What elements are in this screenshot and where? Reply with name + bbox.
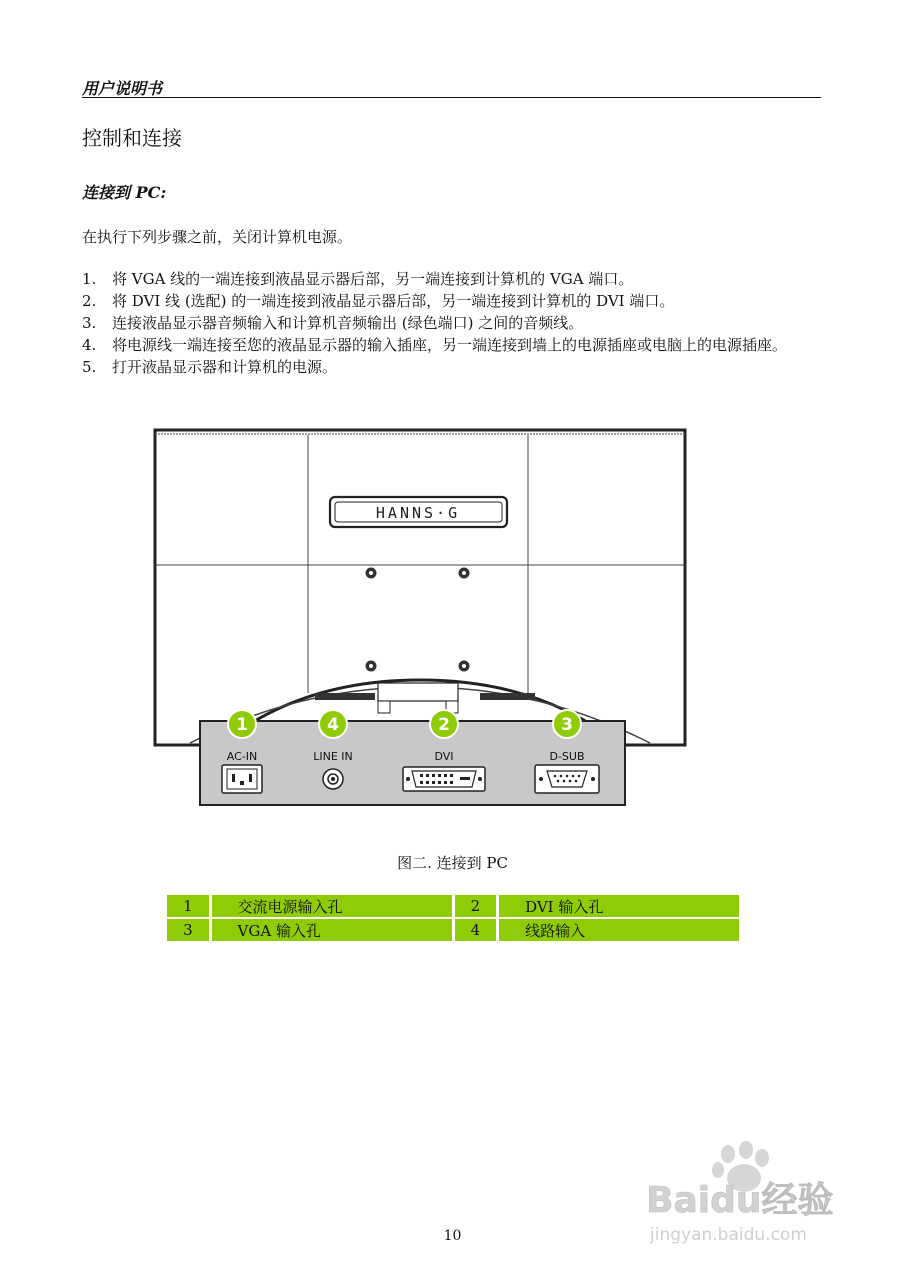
header-rule bbox=[82, 97, 821, 98]
table-row bbox=[167, 895, 739, 917]
port-label-d-sub: D-SUB bbox=[549, 750, 585, 763]
legend-number: 3 bbox=[167, 919, 209, 941]
port-label-dvi: DVI bbox=[434, 750, 454, 763]
port-label-ac-in: AC-IN bbox=[226, 750, 258, 763]
step-number: 5. bbox=[82, 358, 97, 376]
ac-in-socket-icon bbox=[222, 765, 262, 793]
watermark-url: jingyan.baidu.com bbox=[650, 1225, 807, 1245]
step-number: 3. bbox=[82, 314, 97, 332]
intro-text: 在执行下列步骤之前，关闭计算机电源。 bbox=[82, 228, 353, 246]
step-text: 连接液晶显示器音频输入和计算机音频输出 (绿色端口) 之间的音频线。 bbox=[112, 314, 584, 332]
connector-legend-table bbox=[167, 893, 739, 943]
step-item bbox=[82, 290, 827, 312]
step-text: 将 DVI 线 (选配) 的一端连接到液晶显示器后部，另一端连接到计算机的 DVI 端口。 bbox=[112, 292, 675, 310]
step-number: 4. bbox=[82, 336, 97, 354]
port-badge-2 bbox=[430, 710, 458, 738]
legend-number: 4 bbox=[455, 919, 497, 941]
page-number: 10 bbox=[443, 1228, 462, 1244]
port-badge-1 bbox=[228, 710, 256, 738]
table-row bbox=[167, 919, 739, 941]
brand-logo: HANNS·G bbox=[375, 504, 461, 522]
badge-number: 1 bbox=[236, 715, 248, 735]
step-text: 将 VGA 线的一端连接到液晶显示器后部，另一端连接到计算机的 VGA 端口。 bbox=[112, 270, 634, 288]
badge-number: 4 bbox=[327, 715, 339, 735]
legend-number: 1 bbox=[167, 895, 209, 917]
subsection-title: 连接到 PC: bbox=[82, 183, 167, 202]
port-label-line-in: LINE IN bbox=[313, 750, 353, 763]
legend-label: DVI 输入孔 bbox=[499, 895, 739, 917]
legend-number: 2 bbox=[455, 895, 497, 917]
badge-number: 3 bbox=[561, 715, 573, 735]
port-badge-4 bbox=[319, 710, 347, 738]
watermark-brand: Baidu经验 bbox=[646, 1180, 834, 1221]
legend-label: 交流电源输入孔 bbox=[212, 895, 452, 917]
step-item bbox=[82, 268, 827, 290]
step-item bbox=[82, 334, 827, 356]
step-number: 1. bbox=[82, 270, 97, 288]
figure-caption: 图二. 连接到 PC bbox=[397, 854, 508, 872]
dvi-connector-icon bbox=[403, 767, 485, 791]
step-text: 将电源线一端连接至您的液晶显示器的输入插座，另一端连接到墙上的电源插座或电脑上的电源插座。 bbox=[112, 336, 788, 354]
d-sub-connector-icon bbox=[535, 765, 599, 793]
running-header: 用户说明书 bbox=[82, 79, 163, 98]
section-title: 控制和连接 bbox=[82, 126, 182, 150]
legend-label: VGA 输入孔 bbox=[212, 919, 452, 941]
step-item bbox=[82, 356, 827, 378]
line-in-jack-icon bbox=[323, 769, 343, 789]
step-text: 打开液晶显示器和计算机的电源。 bbox=[112, 358, 338, 376]
badge-number: 2 bbox=[438, 715, 450, 735]
steps-list bbox=[82, 268, 827, 378]
step-number: 2. bbox=[82, 292, 97, 310]
step-item bbox=[82, 312, 827, 334]
port-badge-3 bbox=[553, 710, 581, 738]
legend-label: 线路输入 bbox=[499, 919, 739, 941]
monitor-back-figure bbox=[150, 425, 690, 815]
